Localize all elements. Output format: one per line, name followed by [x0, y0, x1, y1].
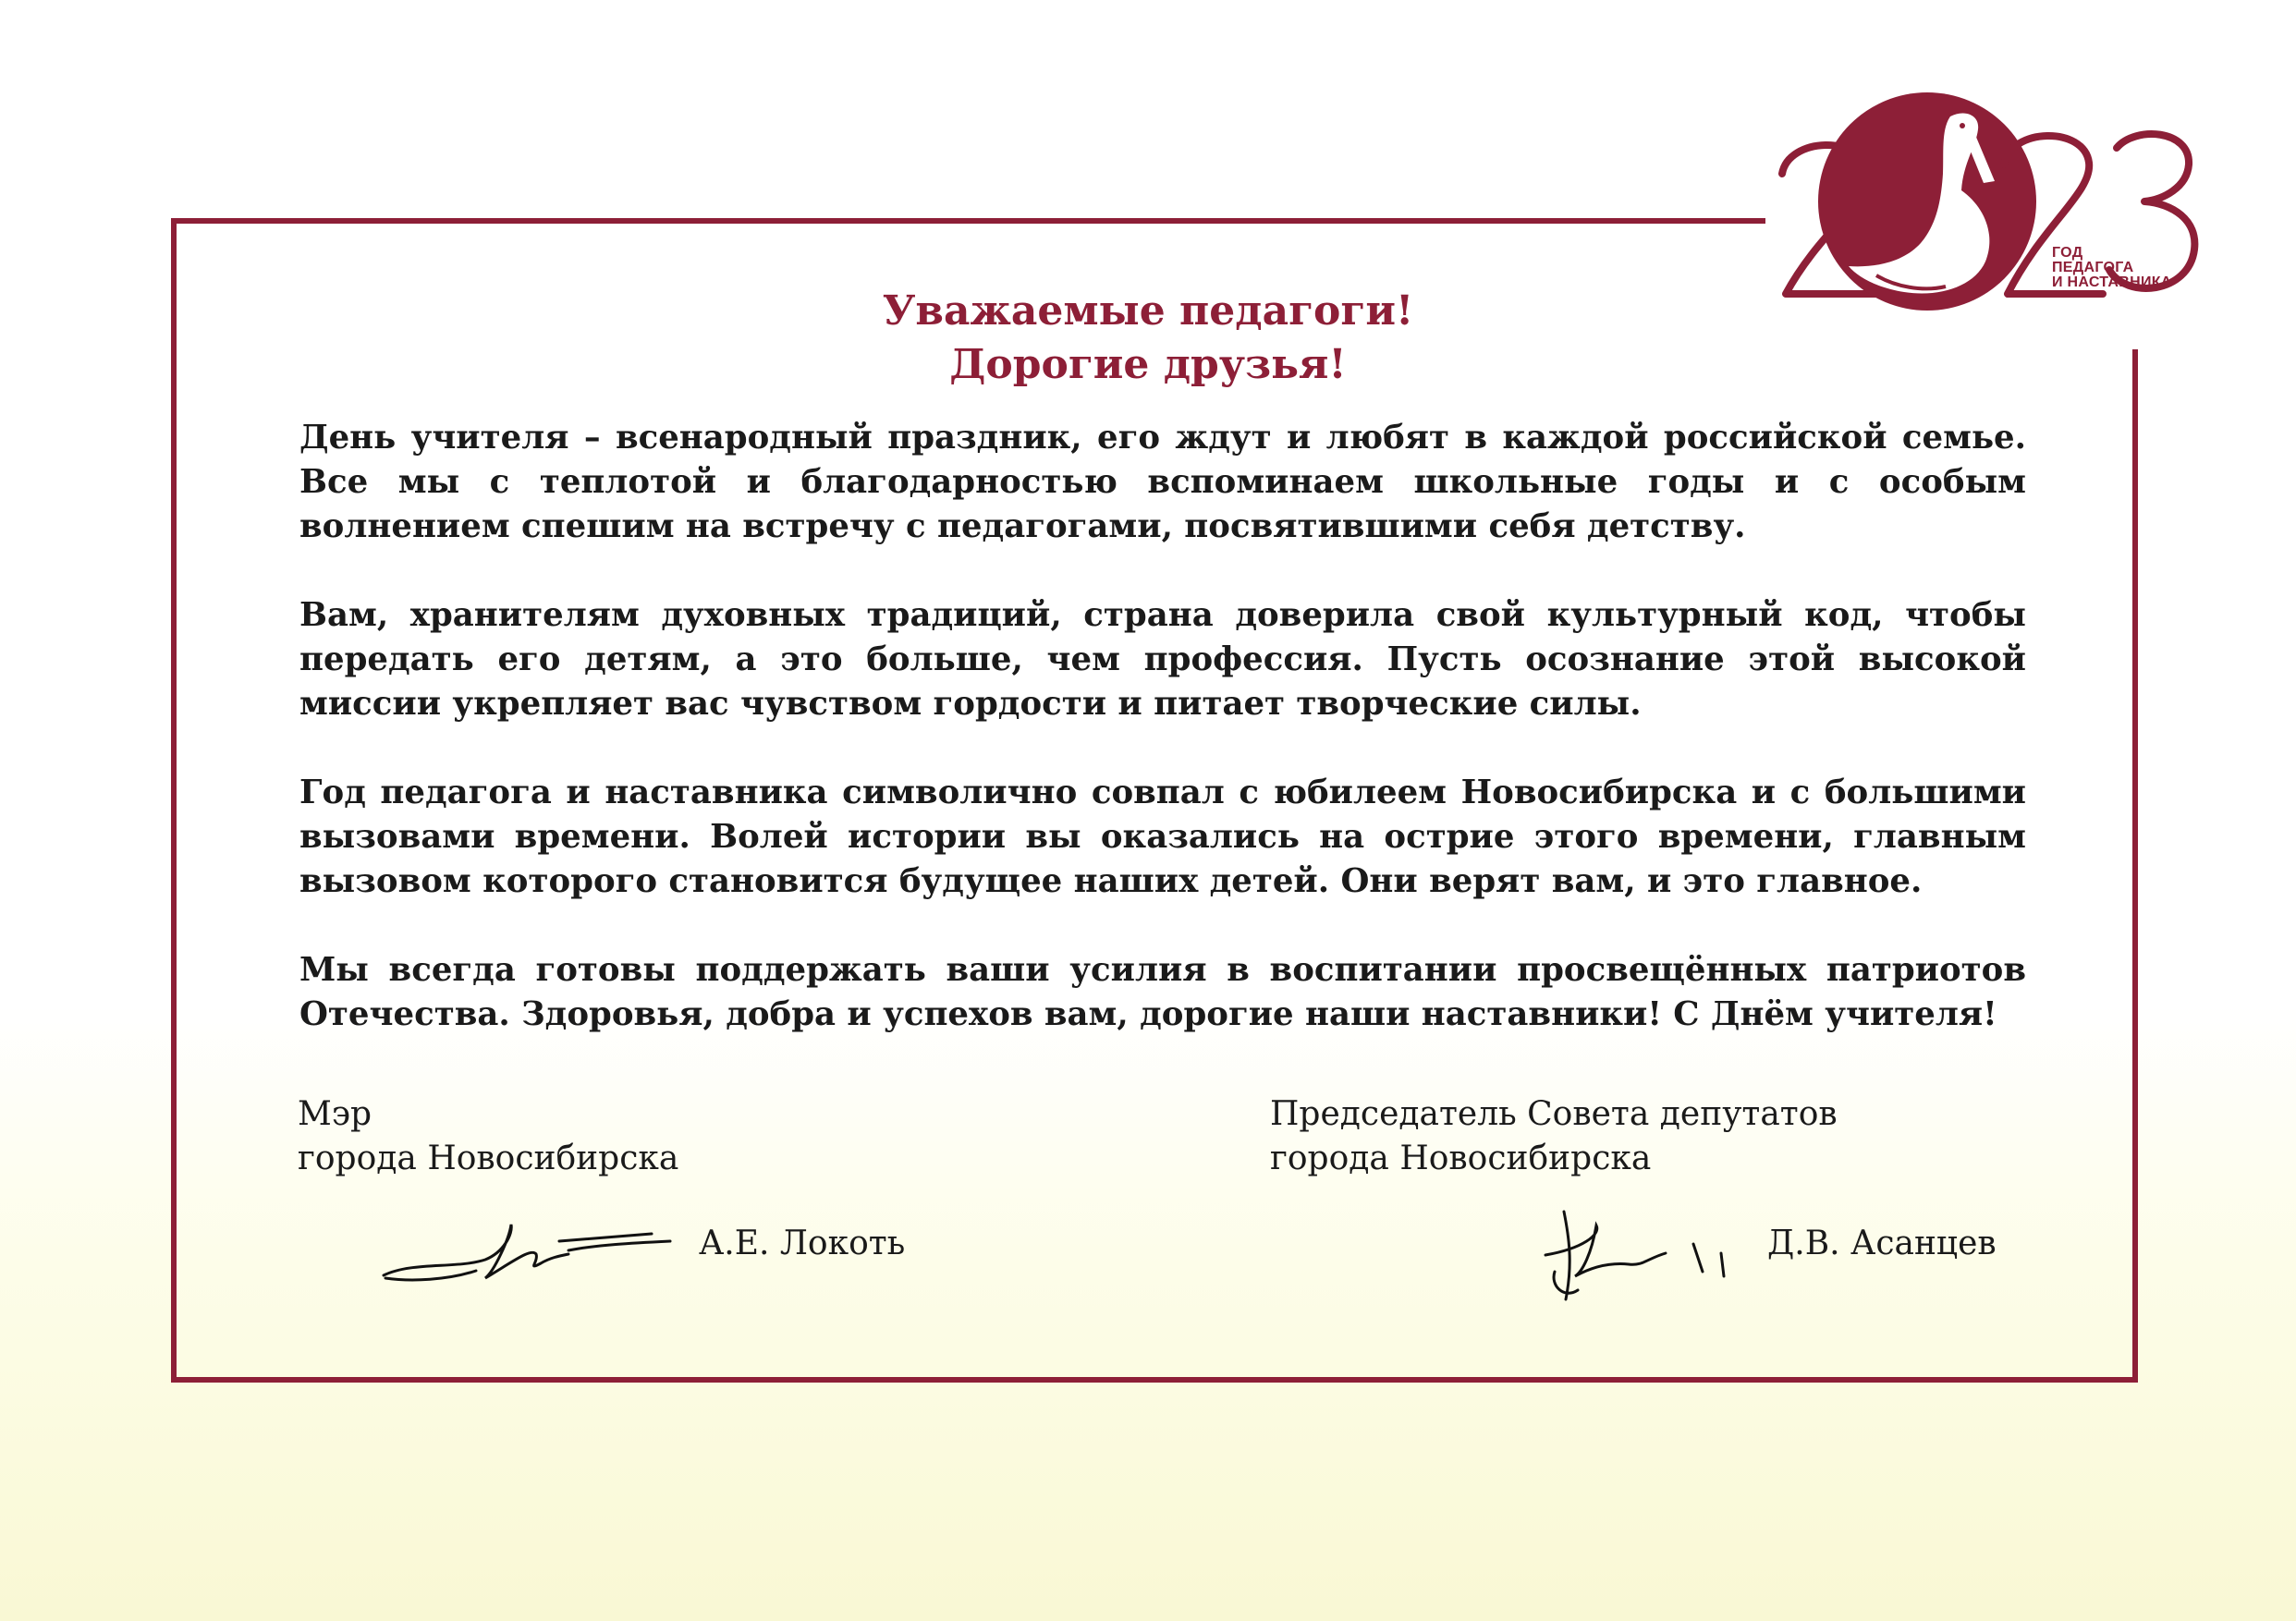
heading-line-1: Уважаемые педагоги!	[882, 287, 1414, 335]
logo-caption-line: ГОД	[2052, 245, 2083, 261]
chairman-title-line-1: Председатель Совета депутатов	[1270, 1095, 1838, 1133]
letter-body	[299, 416, 2026, 1081]
logo-caption	[2052, 246, 2172, 290]
chairman-title-line-2: города Новосибирска	[1270, 1140, 1652, 1177]
chairman-title	[1270, 1092, 1838, 1181]
paragraph-1: День учителя – всенародный праздник, его ждут и любят в каждой российской семье. Все мы с теплотой и благодарностью вспоминаем школьные годы и с особым волнением спешим на встречу с педагогами, посвятившими себя детству.	[299, 419, 2026, 545]
mayor-title-line-1: Мэр	[298, 1095, 372, 1133]
letter-heading	[0, 285, 2296, 392]
paragraph-4: Мы всегда готовы поддержать ваши усилия в воспитании просвещённых патриотов Отечества. Здоровья, добра и успехов вам, дорогие наши наставники! С Днём учителя!	[299, 951, 2026, 1033]
chairman-signature	[1527, 1198, 1749, 1318]
mayor-title	[298, 1092, 678, 1181]
paragraph-2: Вам, хранителям духовных традиций, страна доверила свой культурный код, чтобы передать его детям, а это больше, чем профессия. Пусть осознание этой высокой миссии укрепляет вас чувством гордости и питает творческие силы.	[299, 596, 2026, 723]
chairman-name: Д.В. Асанцев	[1767, 1225, 1997, 1262]
mayor-name: А.Е. Локоть	[699, 1225, 906, 1262]
mayor-title-line-2: города Новосибирска	[298, 1140, 679, 1177]
logo-caption-line: И НАСТАВНИКА	[2052, 274, 2172, 290]
logo-caption-line: ПЕДАГОГА	[2052, 260, 2134, 275]
paragraph-3: Год педагога и наставника символично совпал с юбилеем Новосибирска и с большими вызовами времени. Волей истории вы оказались на острие этого времени, главным вызовом которого становится будущее наших детей. Они верят вам, и это главное.	[299, 774, 2026, 900]
heading-line-2: Дорогие друзья!	[949, 341, 1347, 388]
mayor-signature	[374, 1197, 679, 1298]
